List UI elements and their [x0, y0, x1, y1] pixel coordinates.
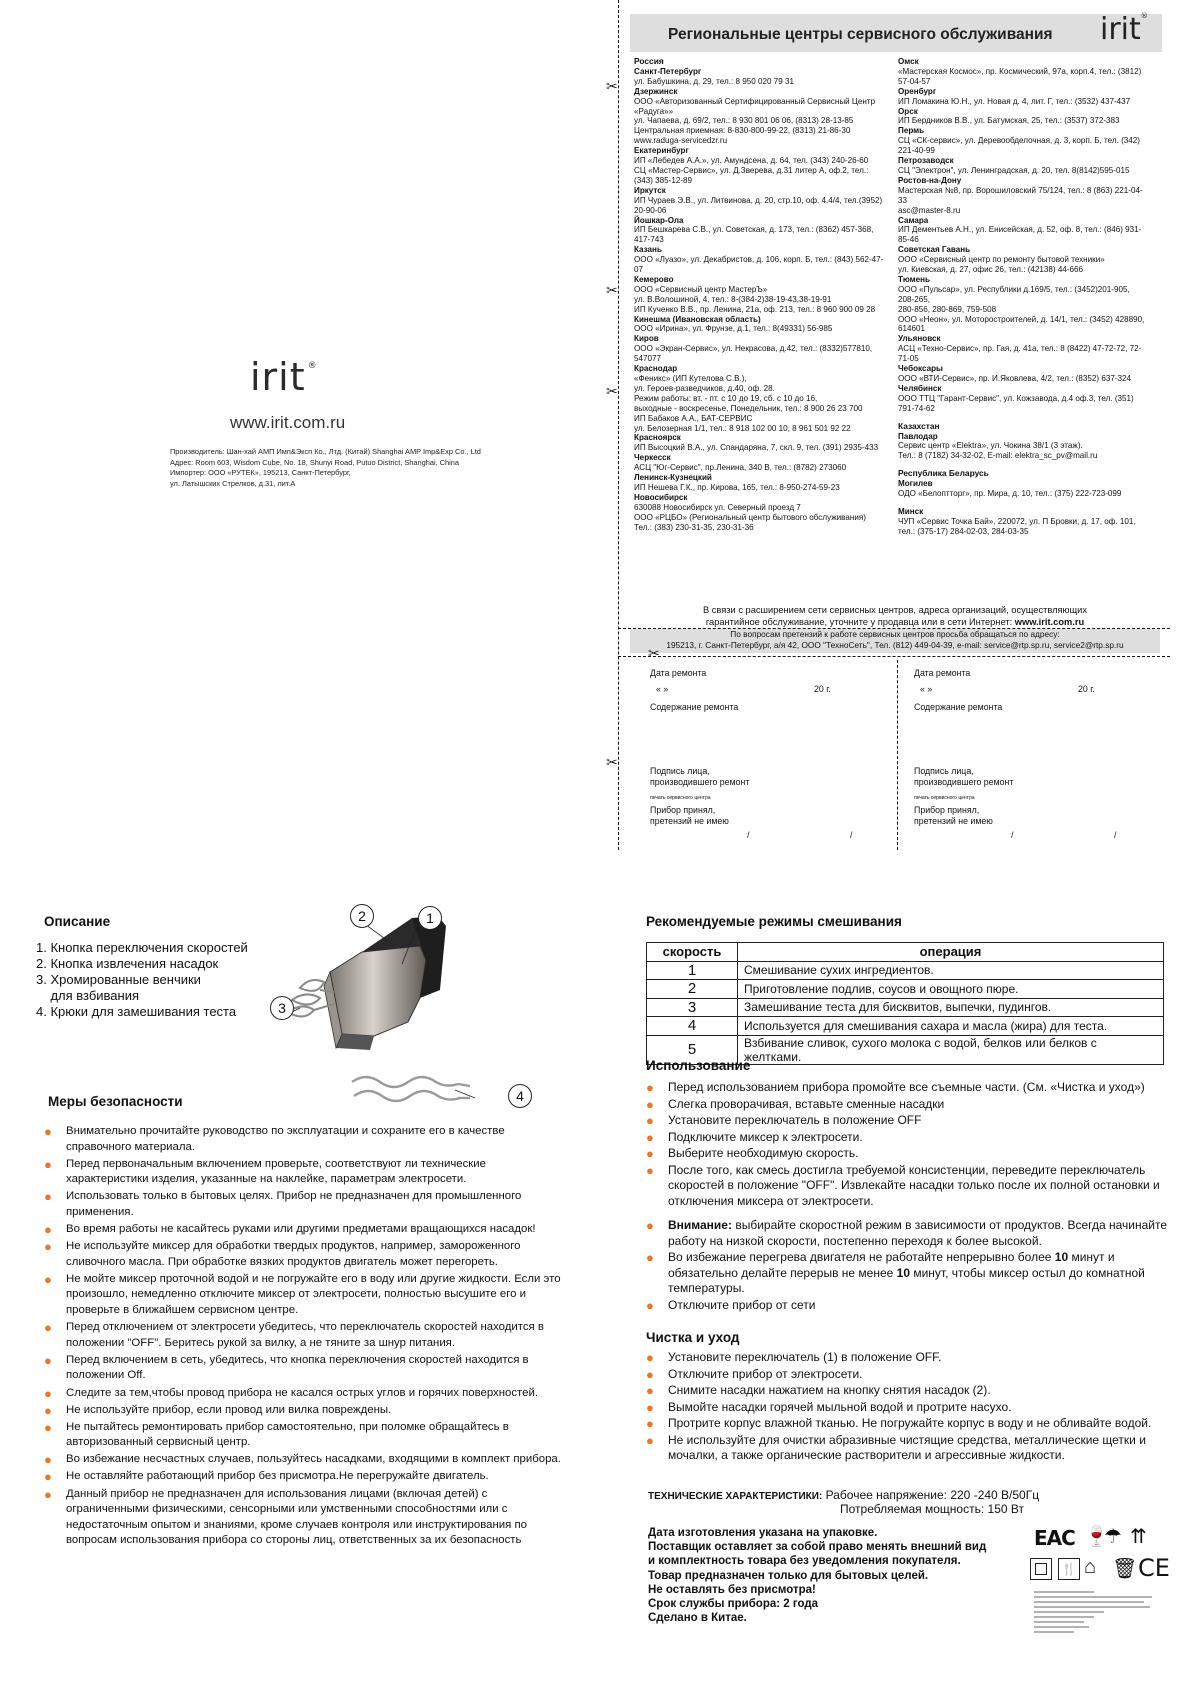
usage-item-text: Перед использованием прибора промойте все съемные части. (См. «Чистка и уход»)	[668, 1080, 1145, 1094]
cleaning-item-text: Не используйте для очистки абразивные чистящие средства, металлические щетки и мочалки, а также органические растворители и агрессивные жидкости.	[668, 1432, 1146, 1462]
cleaning-item	[646, 1432, 1176, 1464]
service-city: Йошкар-Ола	[634, 215, 684, 225]
safety-item	[44, 1271, 566, 1319]
modes-operation: Используется для смешивания сахара и масла (жира) для теста.	[738, 1017, 1164, 1036]
service-address: ООО «Луазо», ул. Декабристов, д. 106, корп. Б, тел.: (843) 562-47-07	[634, 255, 884, 275]
mixer-body-shape	[324, 916, 446, 1050]
cleaning-title: Чистка и уход	[646, 1330, 740, 1345]
service-address: ООО «ВТИ-Сервис», пр. И.Яковлева, 4/2, тел.: (8352) 637-324	[898, 374, 1132, 383]
bullet-icon: ●	[44, 1452, 52, 1468]
cleaning-item-text: Снимите насадки нажатием на кнопку снятия насадок (2).	[668, 1383, 991, 1397]
date-label: Дата ремонта	[650, 668, 707, 678]
bullet-icon: ●	[646, 1366, 654, 1382]
service-city: Ленинск-Кузнецкий	[634, 473, 712, 483]
eac-mark: EAC	[1034, 1526, 1075, 1550]
safety-item-text: Во избежание несчастных случаев, пользуйтесь насадками, входящими в комплект прибора.	[66, 1453, 561, 1466]
service-city: Оренбург	[898, 86, 937, 96]
callout-4: 4	[508, 1084, 532, 1108]
modes-row	[647, 961, 1164, 980]
safety-item-text: Использовать только в бытовых целях. Прибор не предназначен для промышленного применения.	[66, 1190, 522, 1218]
safety-item-text: Во время работы не касайтесь руками или другими предметами вращающихся насадок!	[66, 1223, 536, 1236]
callout-3: 3	[270, 996, 294, 1020]
claims-band: По вопросам претензий к работе сервисных центров просьба обращаться по адресу: 195213, г. Санкт-Петербург, а/я 42, ООО "ТехноСеть", Тел. (812) 449-04-39, e-mail: service@rtp.sp.ru, service2@rtp.sp.ru	[630, 629, 1160, 653]
modes-title: Рекомендуемые режимы смешивания	[646, 914, 902, 929]
service-address: ИП Бешкарева С.В., ул. Советская, д. 173, тел.: (8362) 457-368, 417-743	[634, 225, 874, 245]
umbrella-icon: ☂	[1104, 1526, 1122, 1548]
safety-item-text: Не мойте миксер проточной водой и не погружайте его в воду или другие жидкости. Если это произошло, немедленно отключите миксер от электросети, полностью высушите его и проверьте в ближайшем сервисном центре.	[66, 1272, 561, 1317]
safety-item	[44, 1402, 566, 1419]
safety-item	[44, 1385, 566, 1402]
service-address: ООО «Сервисный центр МастерЪ»	[634, 284, 768, 294]
service-logo: irit®	[1100, 12, 1148, 47]
service-city: Советская Гавань	[898, 245, 971, 255]
service-city: Орск	[898, 106, 918, 116]
usage-item-text: После того, как смесь достигла требуемой консистенции, переведите переключатель скоростей в положение "OFF". Извлекайте насадки только после их полной остановки и отключения миксера от электросети.	[668, 1162, 1160, 1208]
service-address: ул. Чапаева, д. 69/2, тел.: 8 930 801 06 06, (8313) 28-13-85	[634, 116, 854, 126]
description-title: Описание	[44, 914, 111, 929]
service-city: Екатеринбург	[634, 146, 689, 156]
service-address: ООО «Неон», ул. Моторостроителей, д. 14/1, тел.: (3452) 428890, 614601	[898, 314, 1145, 334]
service-city: Омск	[898, 57, 919, 66]
scissors-icon: ✂	[606, 383, 618, 399]
service-address: Мастерская №8, пр. Ворошиловский 75/124, тел.: 8 (863) 221-04-33	[898, 185, 1143, 205]
service-address: ООО «Авторизованный Сертифицированный Сервисный Центр «Радуга»»	[634, 96, 876, 116]
service-city: Черкесск	[634, 453, 671, 463]
bullet-icon: ●	[646, 1113, 654, 1128]
service-city: Самара	[898, 215, 929, 225]
cleaning-item	[646, 1366, 1176, 1383]
service-notice: В связи с расширением сети сервисных центров, адреса организаций, осуществляющих гарантийное обслуживание, уточните у продавца или в сети Интернет: www.irit.com.ru	[702, 605, 1088, 627]
bullet-icon: ●	[646, 1146, 654, 1161]
cleaning-list	[646, 1350, 1176, 1465]
bullet-icon: ●	[44, 1486, 52, 1502]
usage-item	[646, 1129, 1176, 1146]
slash: /	[1011, 830, 1014, 840]
service-address: ЧУП «Сервис Точка Бай», 220072, ул. П Бровки, д. 17, оф. 101,	[898, 516, 1136, 526]
usage-item	[646, 1080, 1176, 1096]
service-address: АСЦ "Юг-Сервис", пр.Ленина, 340 В, тел.: (8782) 273060	[634, 463, 847, 473]
safety-item	[44, 1352, 566, 1384]
cleaning-item	[646, 1416, 1176, 1432]
this-side-up-icon: ⇈	[1130, 1526, 1147, 1548]
bullet-icon: ●	[44, 1156, 52, 1172]
service-city: Павлодар	[898, 431, 938, 441]
service-address: Режим работы: вт. - пт. с 10 до 19, сб. с 10 до 16,	[634, 393, 818, 403]
manufacturer-info: Производитель: Шан-хай АМП Имп&Эксп Ко., Лтд. (Китай) Shanghai AMP Imp&Exp Co., Ltd Адрес: Room 603, Wisdom Cube, No. 18, Shunyi Road, Putuo District, Shanghai, China Импортер: ООО «РУТЕК», 195213, Санкт-Петербург, ул. Латышских Стрелков, д.31, лит.А	[170, 447, 481, 488]
safety-item-text: Не используйте миксер для обработки твердых продуктов, например, замороженного сливочного масла. При обработке вязких продуктов двигатель может перегореть.	[66, 1240, 521, 1268]
signature-label: Подпись лица,	[914, 766, 974, 776]
cleaning-item-text: Вымойте насадки горячей мыльной водой и протрите насухо.	[668, 1399, 1012, 1414]
service-country: Россия	[634, 56, 664, 66]
modes-header-operation: операция	[738, 943, 1164, 962]
cert-marks-bottom	[1030, 1556, 1180, 1586]
modes-table	[646, 942, 1164, 1065]
service-address: Центральная приемная: 8-830-800-99-22, (8313) 21-86-30	[634, 126, 851, 136]
scissors-icon: ✂	[648, 645, 660, 661]
date-label: Дата ремонта	[914, 668, 971, 678]
service-address: ООО «Ирина», ул. Фрунзе, д.1, тел.: 8(49331) 56-985	[634, 324, 833, 334]
signature-label: производившего ремонт	[650, 777, 750, 787]
safety-item-text: Перед отключением от электросети убедитесь, что переключатель скоростей находится в положении "OFF". Беритесь рукой за вилку, а не тяните за шнур питания.	[66, 1321, 544, 1349]
slash: /	[747, 830, 750, 840]
service-city: Дзержинск	[634, 86, 678, 96]
service-city: Тюмень	[898, 274, 930, 284]
safety-item-text: Не используйте прибор, если провод или вилка повреждены.	[66, 1403, 392, 1416]
fragile-icon: 🍷	[1084, 1526, 1109, 1548]
usage-warnings	[646, 1218, 1176, 1314]
modes-row	[647, 980, 1164, 999]
service-city: Краснодар	[634, 364, 678, 374]
service-city: Могилев	[898, 479, 933, 489]
safety-item	[44, 1239, 566, 1270]
date-year: 20 г.	[814, 684, 831, 694]
service-city: Красноярск	[634, 433, 681, 443]
service-address: ул. Киевская, д. 27, офис 26, тел.: (42138) 44-666	[898, 265, 1084, 275]
cleaning-item-text: Установите переключатель (1) в положение OFF.	[668, 1350, 942, 1364]
bullet-icon: ●	[44, 1222, 52, 1238]
bullet-icon: ●	[44, 1402, 52, 1418]
description-list: 1. Кнопка переключения скоростей 2. Кнопка извлечения насадок 3. Хромированные венчики для взбивания 4. Крюки для замешивания теста	[36, 940, 248, 1019]
service-address: ООО «Сервисный центр по ремонту бытовой техники»	[898, 255, 1105, 265]
brand-website[interactable]: www.irit.com.ru	[230, 413, 346, 432]
label-sticker	[1034, 1590, 1154, 1634]
safety-item-text: Перед включением в сеть, убедитесь, что кнопка переключения скоростей находится в положении Off.	[66, 1353, 529, 1382]
spacer	[898, 499, 1148, 507]
service-address: ООО «Экран-Сервис», ул. Некрасова, д.42, тел.: (8332)577810, 547077	[634, 344, 873, 364]
service-city: Пермь	[898, 126, 925, 136]
service-city: Казань	[634, 245, 662, 255]
service-city: Минск	[898, 506, 924, 516]
usage-item	[646, 1162, 1176, 1210]
service-address: ООО «Пульсар», ул. Республики д.169/5, тел.: (3452)201-905, 208-265,	[898, 284, 1130, 304]
date-quotes: « »	[656, 684, 669, 694]
service-address: ул. Героев-разведчиков, д.40, оф. 28.	[634, 383, 775, 393]
modes-speed: 3	[647, 998, 738, 1017]
safety-item-text: Внимательно прочитайте руководство по эксплуатации и сохраните его в качестве справочного материала.	[66, 1125, 505, 1153]
bullet-icon: ●	[646, 1080, 654, 1095]
warning-item: ● Внимание: выбирайте скоростной режим в зависимости от продуктов. Всегда начинайте работу на низкой скорости, постепенно переходя к более высокой.	[646, 1218, 1168, 1248]
food-safe-icon: 🍴	[1058, 1558, 1080, 1580]
callout-1: 1	[418, 906, 442, 930]
modes-operation: Приготовление подлив, соусов и овощного пюре.	[738, 980, 1164, 999]
final-notes: Дата изготовления указана на упаковке. Поставщик оставляет за собой право менять внешний вид и комплектность товара без уведомления покупателя. Товар предназначен только для бытовых целей. Не оставлять без присмотра! Срок службы прибора: 2 года Сделано в Китае.	[648, 1527, 987, 1625]
safety-title: Меры безопасности	[48, 1094, 183, 1109]
slash: /	[850, 830, 853, 840]
safety-item-text: Не пытайтесь ремонтировать прибор самостоятельно, при поломке обращайтесь в авторизованный сервисный центр.	[66, 1420, 509, 1449]
service-address: ИП Ломакина Ю.Н., ул. Новая д. 4, лит. Г, тел.: (3532) 437-437	[898, 96, 1131, 106]
mixer-illustration	[270, 900, 540, 1110]
service-city: Ростов-на-Дону	[898, 175, 962, 185]
unplug-item: ● Отключите прибор от сети	[646, 1297, 816, 1313]
safety-item	[44, 1486, 566, 1549]
modes-operation: Взбивание сливок, сухого молока с водой, белков или белков с желтками.	[738, 1035, 1164, 1064]
bullet-icon: ●	[646, 1096, 654, 1112]
safety-item	[44, 1124, 566, 1155]
scissors-icon: ✂	[606, 78, 618, 94]
service-city: Петрозаводск	[898, 156, 954, 166]
repair-form-left	[650, 662, 900, 852]
date-year: 20 г.	[1078, 684, 1095, 694]
bullet-icon: ●	[44, 1385, 52, 1401]
safety-item-text: Следите за тем,чтобы провод прибора не касался острых углов и горячих поверхностей.	[66, 1386, 538, 1399]
service-city: Новосибирск	[634, 492, 688, 502]
slash: /	[1114, 830, 1117, 840]
scissors-icon: ✂	[606, 282, 618, 298]
bullet-icon: ●	[44, 1419, 52, 1435]
usage-title: Использование	[646, 1058, 751, 1073]
cleaning-item-text: Протрите корпус влажной тканью. Не погружайте корпус в воду и не обливайте водой.	[668, 1416, 1152, 1430]
indoor-use-icon: ⌂	[1084, 1556, 1097, 1578]
ce-mark: CE	[1138, 1554, 1170, 1582]
service-city: Кинешма (Ивановская область)	[634, 314, 761, 324]
service-address: ул. В.Волошиной, 4, тел.: 8-(384-2)38-19-43,38-19-91	[634, 294, 832, 304]
modes-speed: 5	[647, 1035, 738, 1064]
service-address: asc@master-8.ru	[898, 205, 961, 215]
form-divider	[897, 660, 898, 850]
service-address: СЦ «СК-сервис», ул. Деревообделочная, д. 3, корп. Б, тел. (342) 221-40-99	[898, 136, 1140, 156]
label-sticker-text-lines	[1034, 1590, 1154, 1634]
accepted-label: претензий не имею	[914, 816, 993, 826]
safety-item	[44, 1469, 566, 1485]
usage-item-text: Слегка проворачивая, вставьте сменные насадки	[668, 1096, 945, 1111]
service-address: ИП Бердников В.В., ул. Батумская, 25, тел.: (3537) 372-383	[898, 116, 1120, 126]
service-address: ОДО «Белоптторг», пр. Мира, д. 10, тел.: (375) 222-723-099	[898, 489, 1122, 499]
usage-item	[646, 1146, 1176, 1162]
safety-item	[44, 1419, 566, 1451]
bullet-icon: ●	[646, 1399, 654, 1415]
service-address: «Мастерская Космос», пр. Космический, 97а, корп.4, тел.: (3812) 57-04-57	[898, 66, 1142, 86]
service-column-left	[634, 57, 884, 533]
service-city: Санкт-Петербург	[634, 66, 702, 76]
bullet-icon: ●	[646, 1350, 654, 1365]
modes-row	[647, 1017, 1164, 1036]
bullet-icon: ●	[44, 1124, 52, 1139]
usage-item-text: Подключите миксер к электросети.	[668, 1129, 863, 1144]
cut-line-horizontal	[618, 656, 1170, 657]
tech-specs: ТЕХНИЧЕСКИЕ ХАРАКТЕРИСТИКИ: Рабочее напряжение: 220 -240 В/50Гц Потребляемая мощность: 150 Вт	[648, 1488, 1040, 1516]
signature-label: Подпись лица,	[650, 766, 710, 776]
service-country: Казахстан	[898, 420, 940, 431]
modes-operation: Замешивание теста для бисквитов, выпечки, пудингов.	[738, 998, 1164, 1017]
cleaning-item	[646, 1399, 1176, 1416]
content-label: Содержание ремонта	[650, 702, 739, 712]
content-label: Содержание ремонта	[914, 702, 1003, 712]
service-address: ИП Высоцкий В.А., ул. Спандаряна, 7, скл. 9, тел. (391) 2935-433	[634, 443, 879, 453]
bullet-icon: ●	[646, 1162, 654, 1178]
service-address: Тел.: (383) 230-31-35, 230-31-36	[634, 522, 754, 532]
safety-item	[44, 1156, 566, 1188]
service-address: ИП Нешева Г.К., пр. Кирова, 165, тел.: 8-950-274-59-23	[634, 482, 840, 492]
safety-item-text: Данный прибор не предназначен для использования лицами (включая детей) с ограниченными физическими, сенсорными или умственными способностями или с недостаточным опытом и знаниями, кроме случаев контроля или инструктирования по вопросам использования прибора со стороны лиц, ответственных за их безопасность	[66, 1487, 527, 1547]
service-title: Региональные центры сервисного обслуживания	[668, 26, 1053, 43]
service-address: 630088 Новосибирск ул. Северный проезд 7	[634, 502, 801, 512]
weee-bin-icon: 🗑	[1112, 1558, 1138, 1580]
modes-speed: 2	[647, 980, 738, 999]
double-insulation-icon	[1030, 1558, 1052, 1580]
scissors-icon: ✂	[606, 754, 618, 770]
notice-url[interactable]: www.irit.com.ru	[1014, 616, 1085, 627]
accepted-label: Прибор принял,	[914, 805, 980, 815]
service-city: Ульяновск	[898, 334, 941, 344]
safety-item-text: Не оставляйте работающий прибор без присмотра.Не перегружайте двигатель.	[66, 1470, 489, 1483]
cut-line-vertical	[618, 0, 619, 850]
cert-marks-top	[1034, 1522, 1164, 1558]
bullet-icon: ●	[44, 1320, 52, 1336]
service-address: выходные - воскресенье, Понедельник, тел.: 8 900 26 23 700	[634, 403, 863, 413]
repair-form-right	[914, 662, 1164, 852]
modes-speed: 1	[647, 961, 738, 980]
accepted-label: Прибор принял,	[650, 805, 716, 815]
stamp-label: печать сервисного центра	[650, 795, 711, 801]
usage-item	[646, 1096, 1176, 1113]
bullet-icon: ●	[44, 1469, 52, 1485]
service-address: ИП Дементьев А.Н., ул. Енисейская, д. 52, оф. 8, тел.: (846) 931-85-46	[898, 225, 1142, 245]
modes-speed: 4	[647, 1017, 738, 1036]
service-city: Челябинск	[898, 383, 942, 393]
service-address: СЦ "Электрон", ул. Ленинградская, д. 20, тел. 8(8142)595-015	[898, 165, 1130, 175]
service-column-right	[898, 57, 1148, 537]
bullet-icon: ●	[44, 1189, 52, 1205]
overheat-item: ● Во избежание перегрева двигателя не работайте непрерывно более 10 минут и обязательно делайте перерыв не менее 10 минут, чтобы миксер остыл до комнатной температуры.	[646, 1250, 1145, 1295]
cleaning-item	[646, 1350, 1176, 1366]
bullet-icon: ●	[646, 1383, 654, 1398]
brand-block	[170, 355, 481, 495]
safety-list	[44, 1124, 566, 1550]
service-address: Сервис центр «Elektra», ул. Чокина 38/1 (3 этаж).	[898, 441, 1083, 451]
service-address: www.raduga-servicedzr.ru	[634, 136, 728, 146]
service-address: СЦ «Мастер-Сервис», ул. Д.Зверева, д.31 литер А, оф.2, тел.: (343) 385-12-89	[634, 165, 869, 185]
service-header	[630, 14, 1162, 52]
service-address: «Феникс» (ИП Кутелова С.В.),	[634, 374, 747, 383]
bullet-icon: ●	[646, 1416, 654, 1431]
bullet-icon: ●	[44, 1239, 52, 1255]
service-address: ИП Чураев Э.В., ул. Литвинова, д. 20, стр.10, оф. 4.4/4, тел.(3952) 20-90-06	[634, 195, 883, 215]
accepted-label: претензий не имею	[650, 816, 729, 826]
signature-label: производившего ремонт	[914, 777, 1014, 787]
bullet-icon: ●	[44, 1271, 52, 1287]
bullet-icon: ●	[44, 1352, 52, 1368]
brand-logo: irit ®	[250, 355, 318, 399]
service-address: ИП Кученко В.В., пр. Ленина, 21а, оф. 213, тел.: 8 960 900 09 28	[634, 304, 876, 314]
service-city: Чебоксары	[898, 364, 943, 374]
service-city: Кемерово	[634, 274, 674, 284]
usage-list	[646, 1080, 1176, 1210]
service-address: Тел.: 8 (7182) 34-32-02, E-mail: elektra_sc_pv@mail.ru	[898, 451, 1098, 461]
service-address: ООО «РЦБО» (Региональный центр бытового обслуживания)	[634, 512, 866, 522]
service-address: ул. Белозерная 1/1, тел.: 8 918 102 00 10, 8 961 501 92 22	[634, 423, 851, 433]
stamp-label: печать сервисного центра	[914, 795, 975, 801]
bullet-icon: ●	[646, 1129, 654, 1145]
service-address: ИП «Лебедев А.А.», ул. Амундсена, д. 64, тел. (343) 240-26-60	[634, 156, 869, 166]
safety-item	[44, 1452, 566, 1468]
cleaning-item	[646, 1383, 1176, 1399]
safety-item	[44, 1189, 566, 1220]
safety-item-text: Перед первоначальным включением проверьте, соответствуют ли технические характеристики изделия, указанные на наклейке, параметрам электросети.	[66, 1157, 486, 1186]
dough-hooks-shape	[352, 1077, 470, 1101]
service-address: ИП Бабаков А.А., БАТ-СЕРВИС	[634, 413, 753, 423]
safety-item	[44, 1320, 566, 1351]
safety-item	[44, 1222, 566, 1238]
cleaning-item-text: Отключите прибор от электросети.	[668, 1366, 863, 1381]
usage-item-text: Установите переключатель в положение OFF	[668, 1113, 922, 1127]
service-country: Республика Беларусь	[898, 468, 989, 479]
service-city: Киров	[634, 334, 659, 344]
service-address: ул. Бабушкина, д. 29, тел.: 8 950 020 79 31	[634, 76, 794, 86]
service-address: 280-856, 280-869, 759-508	[898, 304, 997, 314]
modes-row	[647, 998, 1164, 1017]
callout-2: 2	[350, 904, 374, 928]
modes-header-speed: скорость	[647, 943, 738, 962]
service-city: Иркутск	[634, 185, 666, 195]
bullet-icon: ●	[646, 1432, 654, 1448]
service-address: АСЦ «Техно-Сервис», пр. Гая, д. 41а, тел.: 8 (8422) 47-72-72, 72-71-05	[898, 344, 1142, 364]
date-quotes: « »	[920, 684, 933, 694]
modes-operation: Смешивание сухих ингредиентов.	[738, 961, 1164, 980]
service-address: ООО ТТЦ "Гарант-Сервис", ул. Кожзавода, д.4 оф.3, тел. (351) 791-74-62	[898, 393, 1134, 413]
service-address: тел.: (375-17) 284-02-03, 284-03-35	[898, 526, 1029, 536]
usage-item-text: Выберите необходимую скорость.	[668, 1146, 859, 1160]
usage-item	[646, 1113, 1176, 1129]
